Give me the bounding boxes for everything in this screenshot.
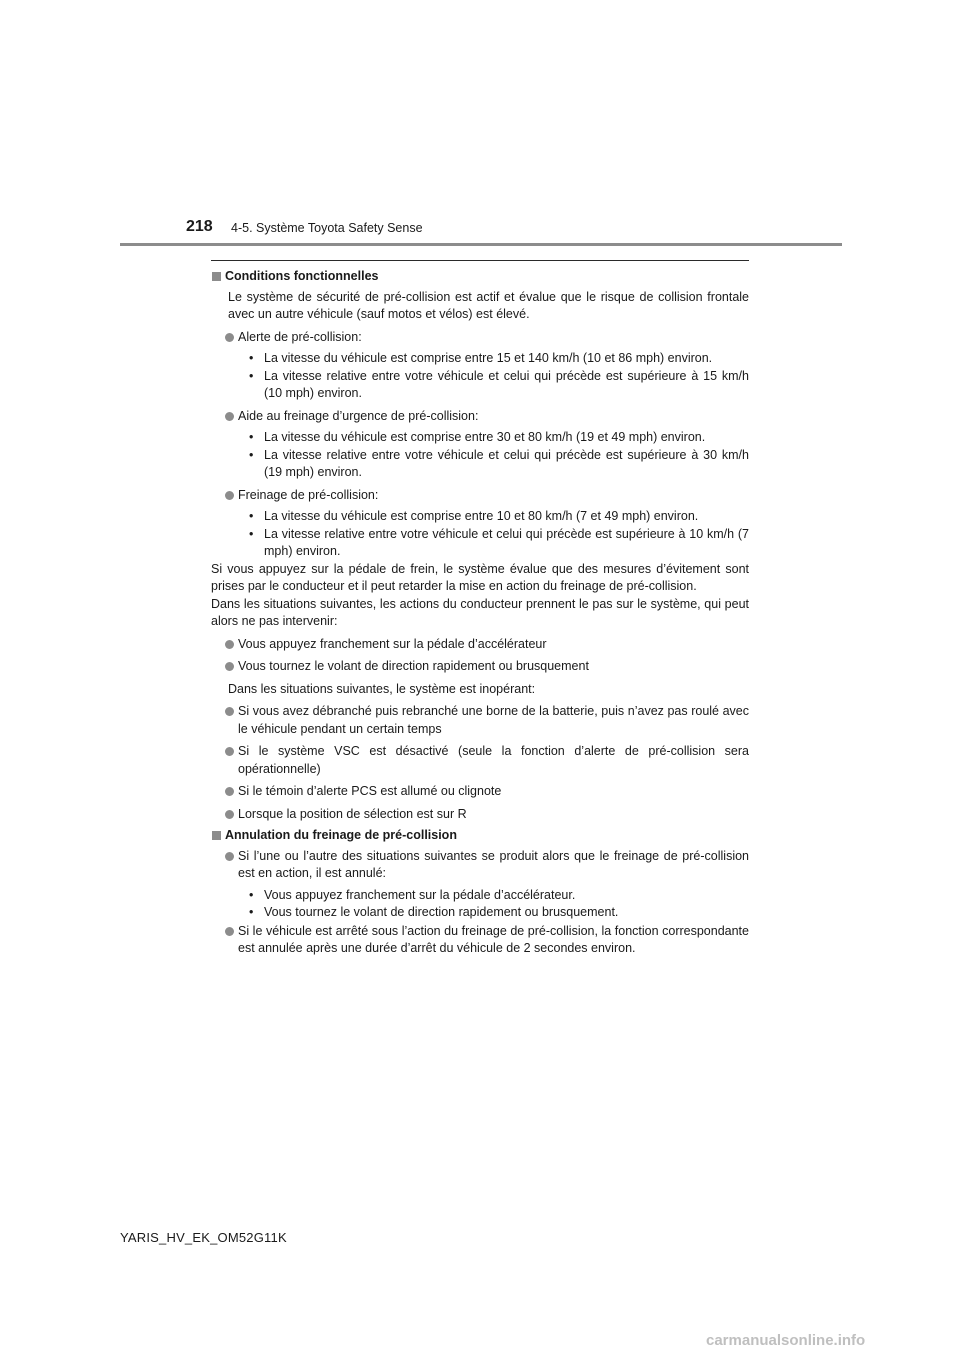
sub-item xyxy=(211,904,749,922)
heading-text: Conditions fonctionnelles xyxy=(225,269,379,283)
sub-item xyxy=(211,508,749,526)
round-bullet-icon xyxy=(225,707,234,716)
round-bullet-icon xyxy=(225,787,234,796)
intro-paragraph: Le système de sécurité de pré-collision est actif et évalue que le risque de collision frontale avec un autre véhicule (sauf motos et vélos) est élevé. xyxy=(228,289,749,321)
section-title: 4-5. Système Toyota Safety Sense xyxy=(231,221,423,235)
list-item xyxy=(211,329,749,347)
list-item xyxy=(211,806,749,824)
round-bullet-icon xyxy=(225,640,234,649)
driver-note: Dans les situations suivantes, les actions du conducteur prennent le pas sur le système, qui peut alors ne pas intervenir: xyxy=(211,596,749,628)
list-item-label: Freinage de pré-collision: xyxy=(238,487,379,502)
dot-marker-icon: • xyxy=(249,447,254,462)
list-item-label: Si le véhicule est arrêté sous l’action du freinage de pré-collision, la fonction correspondante est annulée après une durée d’arrêt du véhicule de 2 secondes environ. xyxy=(238,923,749,955)
inoperative-note: Dans les situations suivantes, le système est inopérant: xyxy=(228,681,536,696)
sub-item-text: La vitesse du véhicule est comprise entre 10 et 80 km/h (7 et 49 mph) environ. xyxy=(264,509,699,523)
round-bullet-icon xyxy=(225,412,234,421)
dot-marker-icon: • xyxy=(249,887,254,902)
list-item xyxy=(211,743,749,778)
sub-item-text: La vitesse relative entre votre véhicule et celui qui précède est supérieure à 10 km/h (7 mph) environ. xyxy=(264,526,749,558)
sub-item xyxy=(211,447,749,482)
round-bullet-icon xyxy=(225,662,234,671)
dot-marker-icon: • xyxy=(249,430,254,444)
sub-item-text: La vitesse relative entre votre véhicule et celui qui précède est supérieure à 15 km/h (10 mph) environ. xyxy=(264,368,749,400)
list-item xyxy=(211,487,749,505)
sub-item-text: La vitesse relative entre votre véhicule et celui qui précède est supérieure à 30 km/h (19 mph) environ. xyxy=(264,447,749,479)
list-item-label: Si le témoin d’alerte PCS est allumé ou clignote xyxy=(238,784,502,798)
round-bullet-icon xyxy=(225,747,234,756)
page-number: 218 xyxy=(186,218,213,235)
section-heading-cancellation xyxy=(211,827,749,845)
list-item-label: Si vous avez débranché puis rebranché une borne de la batterie, puis n’avez pas roulé avec le véhicule pendant un certain temps xyxy=(238,704,749,736)
list-item xyxy=(211,783,749,801)
list-item-label: Vous tournez le volant de direction rapidement ou brusquement xyxy=(238,659,589,673)
sub-item-text: Vous tournez le volant de direction rapidement ou brusquement. xyxy=(264,905,619,919)
round-bullet-icon xyxy=(225,333,234,342)
round-bullet-icon xyxy=(225,810,234,819)
list-item xyxy=(211,408,749,426)
square-bullet-icon xyxy=(212,831,221,840)
sublist xyxy=(211,887,749,922)
list-item-label: Lorsque la position de sélection est sur R xyxy=(238,806,467,821)
dot-marker-icon: • xyxy=(249,368,254,383)
sublist xyxy=(211,350,749,403)
round-bullet-icon xyxy=(225,927,234,936)
main-content xyxy=(211,268,749,958)
sub-item xyxy=(211,368,749,403)
round-bullet-icon xyxy=(225,491,234,500)
list-item xyxy=(211,636,749,654)
list-item xyxy=(211,658,749,676)
list-item-label: Si l’une ou l’autre des situations suivantes se produit alors que le freinage de pré-collision est en action, il est annulé: xyxy=(238,848,749,880)
sub-item xyxy=(211,526,749,561)
dot-marker-icon: • xyxy=(249,526,254,541)
list-item-label: Vous appuyez franchement sur la pédale d’accélérateur xyxy=(238,636,547,651)
sub-item-text: Vous appuyez franchement sur la pédale d’accélérateur. xyxy=(264,887,576,902)
list-item xyxy=(211,848,749,883)
list-item-label: Alerte de pré-collision: xyxy=(238,329,362,344)
sublist xyxy=(211,429,749,482)
sub-item-text: La vitesse du véhicule est comprise entre 15 et 140 km/h (10 et 86 mph) environ. xyxy=(264,351,713,365)
square-bullet-icon xyxy=(212,272,221,281)
dot-marker-icon: • xyxy=(249,905,254,919)
dot-marker-icon: • xyxy=(249,351,254,365)
document-code: YARIS_HV_EK_OM52G11K xyxy=(120,1230,287,1245)
header-rule xyxy=(120,243,842,246)
sub-item-text: La vitesse du véhicule est comprise entre 30 et 80 km/h (19 et 49 mph) environ. xyxy=(264,430,706,444)
content-top-rule xyxy=(211,260,749,261)
list-item xyxy=(211,923,749,958)
round-bullet-icon xyxy=(225,852,234,861)
watermark: carmanualsonline.info xyxy=(706,1332,866,1349)
sub-item xyxy=(211,350,749,368)
sub-item xyxy=(211,887,749,905)
sublist xyxy=(211,508,749,561)
brake-note: Si vous appuyez sur la pédale de frein, le système évalue que des mesures d’évitement sont prises par le conducteur et il peut retarder la mise en action du freinage de pré-collision. xyxy=(211,561,749,593)
section-heading-conditions xyxy=(211,268,749,286)
dot-marker-icon: • xyxy=(249,509,254,523)
list-item xyxy=(211,703,749,738)
sub-item xyxy=(211,429,749,447)
list-item-label: Aide au freinage d’urgence de pré-collision: xyxy=(238,408,479,423)
heading-text: Annulation du freinage de pré-collision xyxy=(225,828,457,842)
list-item-label: Si le système VSC est désactivé (seule la fonction d’alerte de pré-collision sera opérationnelle) xyxy=(238,744,749,776)
